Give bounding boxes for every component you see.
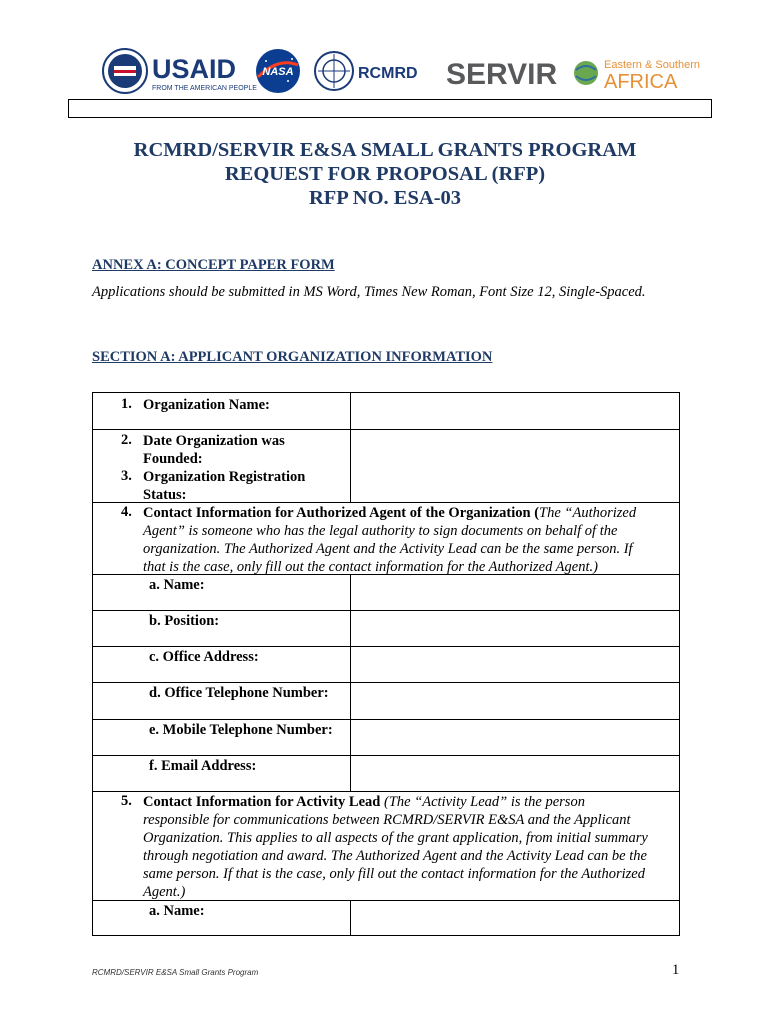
authorized-agent-desc-4: that is the case, only fill out the contact information for the Authorized Agent.) (143, 559, 598, 575)
activity-lead-desc-4: through negotiation and award. The Authorized Agent and the Activity Lead can be the (143, 848, 647, 864)
item-2-number: 2. (121, 432, 132, 448)
activity-lead-desc-2: responsible for communications between RCMRD/SERVIR E&SA and the Applicant (143, 812, 631, 828)
registration-status-label-1: Organization Registration (143, 469, 306, 485)
agent-office-phone-input[interactable] (352, 684, 678, 718)
title-line-3: RFP NO. ESA-03 (308, 187, 462, 209)
organization-name-input[interactable] (352, 394, 678, 428)
page-number: 1 (672, 962, 680, 978)
rcmrd-logo (312, 46, 424, 96)
agent-name-label: a. Name: (149, 577, 205, 593)
item-3-number: 3. (121, 468, 132, 484)
agent-name-input[interactable] (352, 576, 678, 609)
agent-office-address-input[interactable] (352, 648, 678, 681)
agent-mobile-phone-input[interactable] (352, 721, 678, 754)
activity-lead-desc-6: Agent.) (143, 884, 186, 900)
activity-lead-desc-3: Organization. This applies to all aspects of the grant application, from initial summary (143, 830, 648, 846)
item-4-number: 4. (121, 504, 132, 520)
authorized-agent-heading: Contact Information for Authorized Agent of the Organization (The “Authorized (143, 505, 637, 521)
item-1-number: 1. (121, 396, 132, 412)
applicant-form-table (92, 392, 680, 936)
agent-email-label: f. Email Address: (149, 758, 257, 774)
date-founded-input[interactable] (352, 431, 678, 465)
logo-bar (96, 44, 701, 98)
usaid-logo (100, 44, 257, 98)
date-founded-label-2: Founded: (143, 451, 203, 467)
lead-name-label: a. Name: (149, 903, 205, 919)
svg-text:AFRICA: AFRICA (604, 71, 678, 93)
authorized-agent-desc-2: Agent” is someone who has the legal authority to sign documents on behalf of the (143, 523, 618, 539)
agent-position-label: b. Position: (149, 613, 220, 629)
svg-text:NASA: NASA (262, 66, 294, 78)
servir-logo (446, 48, 701, 98)
header-box (68, 99, 712, 118)
section-a-heading: SECTION A: APPLICANT ORGANIZATION INFORMATION (92, 349, 493, 365)
annex-heading: ANNEX A: CONCEPT PAPER FORM (92, 257, 335, 273)
agent-email-input[interactable] (352, 757, 678, 790)
agent-position-input[interactable] (352, 612, 678, 645)
svg-text:FROM THE AMERICAN PEOPLE: FROM THE AMERICAN PEOPLE (152, 85, 257, 92)
svg-text:SERVIR: SERVIR (446, 58, 558, 91)
registration-status-label-2: Status: (143, 487, 187, 503)
instructions: Applications should be submitted in MS Word, Times New Roman, Font Size 12, Single-Spaced. (92, 284, 646, 300)
activity-lead-desc-5: same person. If that is the case, only fill out the contact information for the Authorized (143, 866, 645, 882)
document-title (0, 138, 770, 210)
nasa-logo (254, 47, 302, 95)
date-founded-label-1: Date Organization was (143, 433, 285, 449)
agent-office-phone-label: d. Office Telephone Number: (149, 685, 329, 701)
svg-text:Eastern & Southern: Eastern & Southern (604, 59, 701, 71)
item-5-number: 5. (121, 793, 132, 809)
agent-mobile-phone-label: e. Mobile Telephone Number: (149, 722, 333, 738)
lead-name-input[interactable] (352, 902, 678, 934)
svg-text:RCMRD: RCMRD (358, 65, 418, 82)
activity-lead-heading: Contact Information for Activity Lead (The “Activity Lead” is the person (143, 794, 585, 810)
footer-program: RCMRD/SERVIR E&SA Small Grants Program (92, 968, 259, 977)
title-line-1: RCMRD/SERVIR E&SA SMALL GRANTS PROGRAM (133, 139, 637, 161)
organization-name-label: Organization Name: (143, 397, 270, 413)
svg-text:USAID: USAID (152, 54, 237, 84)
authorized-agent-desc-3: organization. The Authorized Agent and the Activity Lead can be the same person. If (143, 541, 633, 557)
agent-office-address-label: c. Office Address: (149, 649, 259, 665)
title-line-2: REQUEST FOR PROPOSAL (RFP) (224, 163, 546, 185)
registration-status-input[interactable] (352, 467, 678, 501)
